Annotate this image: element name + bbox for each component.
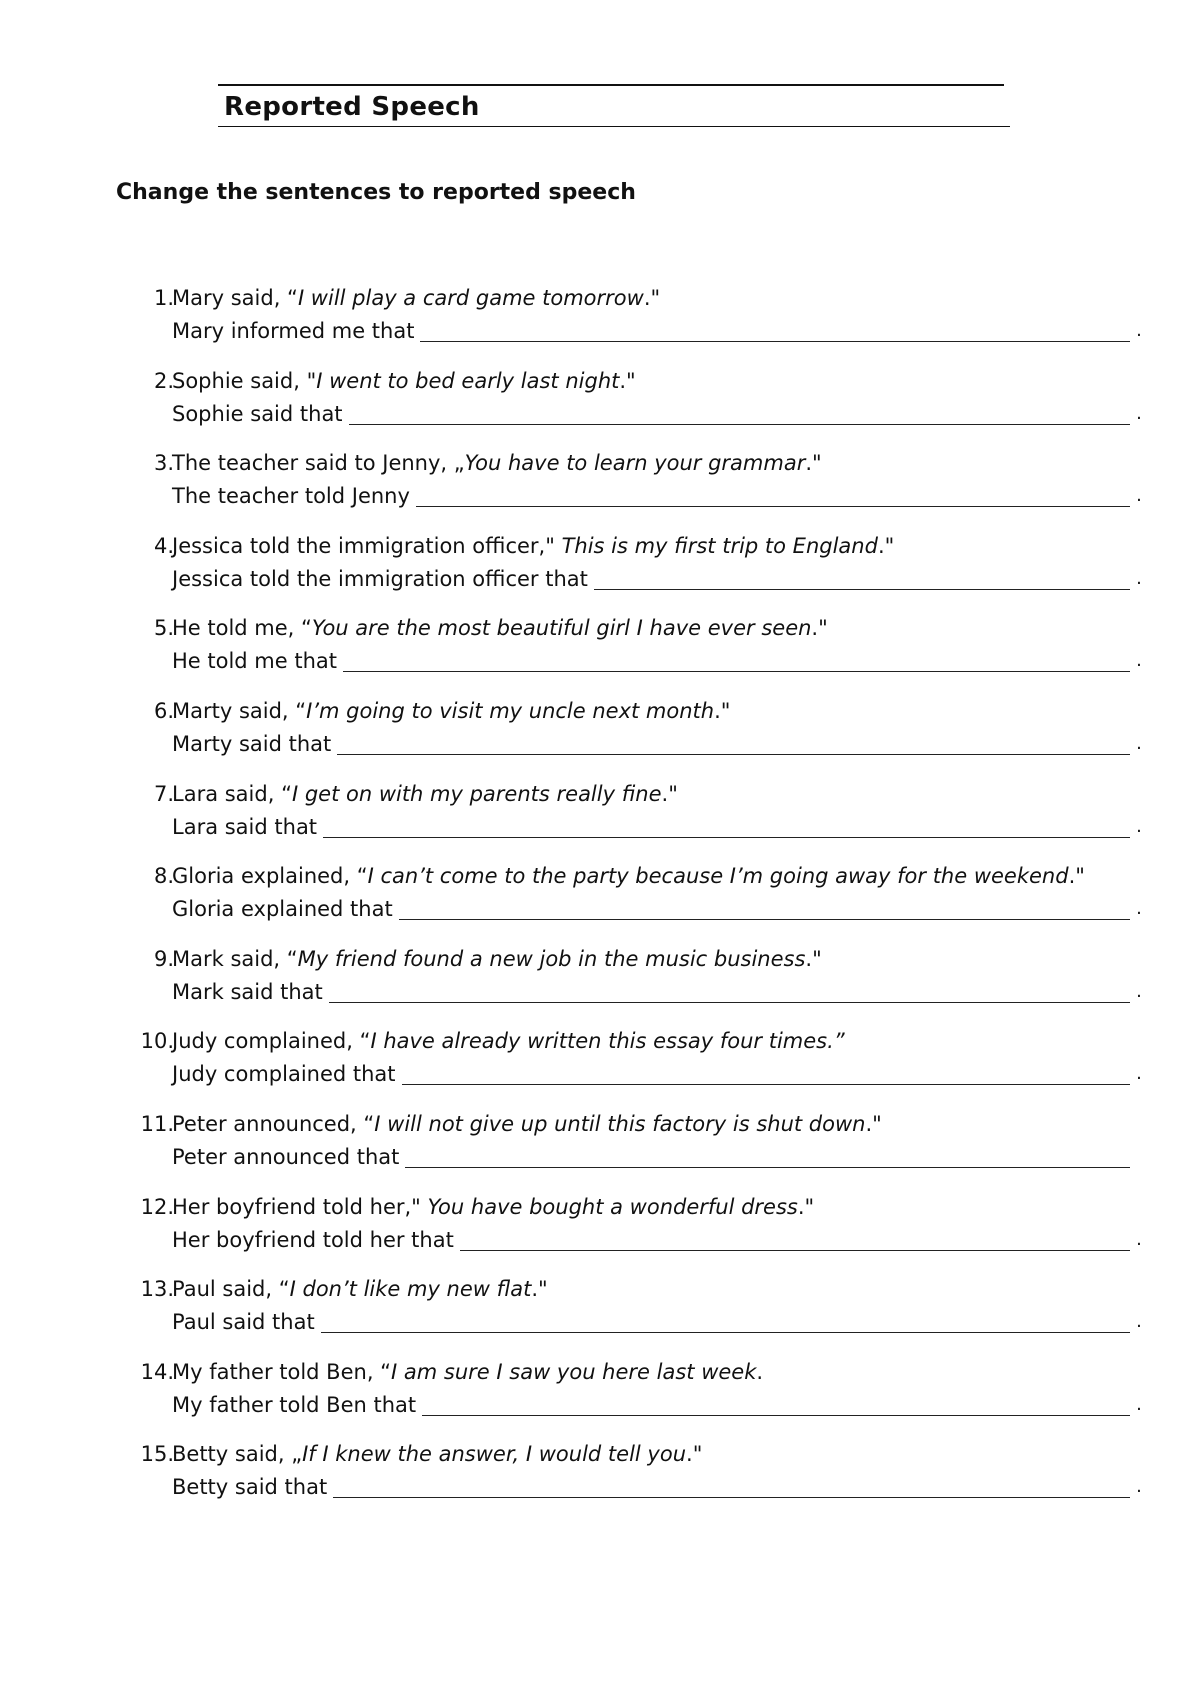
exercise-prompt xyxy=(172,1026,845,1056)
prompt-close: ." xyxy=(686,1442,703,1467)
exercise-prompt xyxy=(172,613,828,643)
exercise-number: 3. xyxy=(153,451,174,476)
answer-line xyxy=(172,399,1148,429)
prompt-close: ." xyxy=(811,616,828,641)
prompt-intro: The teacher said to Jenny, „ xyxy=(172,451,465,476)
exercise-item xyxy=(118,861,1148,944)
prompt-close: ." xyxy=(661,781,678,806)
prompt-quote: I don’t like my new flat xyxy=(289,1277,532,1302)
prompt-quote: I am sure I saw you here last week xyxy=(391,1359,757,1384)
answer-end: . xyxy=(1136,1228,1142,1250)
answer-end: . xyxy=(1136,485,1142,507)
answer-line xyxy=(172,729,1148,759)
prompt-quote: I have already written this essay four times.” xyxy=(370,1029,845,1054)
prompt-close: ." xyxy=(619,368,636,393)
prompt-quote: I went to bed early last night xyxy=(316,368,620,393)
exercise-item xyxy=(118,1357,1148,1440)
answer-stem: Gloria explained that xyxy=(172,897,393,922)
answer-stem: Mary informed me that xyxy=(172,319,415,343)
exercise-item xyxy=(118,283,1148,366)
answer-stem: Paul said that xyxy=(172,1310,315,1335)
exercise-prompt xyxy=(172,1109,882,1139)
exercise-number: 7. xyxy=(153,781,174,806)
title-bottom-rule xyxy=(218,126,1010,127)
exercise-item xyxy=(118,1109,1148,1192)
prompt-intro: Sophie said, " xyxy=(172,368,317,393)
prompt-intro: Lara said, “ xyxy=(172,781,292,806)
prompt-close: ." xyxy=(877,533,895,558)
exercise-item xyxy=(118,448,1148,531)
exercise-list xyxy=(118,283,1148,1522)
exercise-prompt xyxy=(172,448,822,478)
answer-blank[interactable] xyxy=(422,1393,1130,1416)
answer-stem: Mark said that xyxy=(172,979,323,1004)
prompt-close: ." xyxy=(714,698,731,723)
exercise-number: 6. xyxy=(153,698,174,723)
exercise-item xyxy=(118,1274,1148,1357)
answer-blank[interactable] xyxy=(329,980,1130,1003)
prompt-close: . xyxy=(756,1359,764,1384)
prompt-intro: Her boyfriend told her," xyxy=(172,1194,428,1219)
answer-stem: Peter announced that xyxy=(172,1144,400,1169)
answer-line xyxy=(172,1472,1148,1502)
exercise-prompt xyxy=(172,1357,763,1387)
exercise-item xyxy=(118,366,1148,449)
exercise-number: 9. xyxy=(153,946,174,971)
answer-line xyxy=(172,894,1148,924)
answer-end: . xyxy=(1136,980,1142,1002)
title-top-rule xyxy=(218,84,1004,86)
answer-blank[interactable] xyxy=(402,1062,1130,1085)
answer-end: . xyxy=(1136,320,1142,341)
exercise-prompt xyxy=(172,944,822,974)
answer-blank[interactable] xyxy=(460,1228,1130,1251)
exercise-prompt xyxy=(172,779,678,809)
prompt-quote: I will play a card game tomorrow xyxy=(297,286,644,310)
answer-blank[interactable] xyxy=(420,319,1130,342)
exercise-prompt xyxy=(172,1274,548,1304)
exercise-item xyxy=(118,1026,1148,1109)
answer-stem: Marty said that xyxy=(172,731,332,756)
answer-line xyxy=(172,812,1148,842)
answer-blank[interactable] xyxy=(399,897,1130,920)
answer-blank[interactable] xyxy=(416,484,1130,507)
answer-end: . xyxy=(1136,898,1142,920)
answer-end: . xyxy=(1136,1311,1142,1333)
answer-line xyxy=(172,564,1148,594)
answer-end: . xyxy=(1136,402,1142,424)
answer-end: . xyxy=(1136,1393,1142,1415)
exercise-prompt xyxy=(172,1439,702,1469)
exercise-number: 4. xyxy=(153,533,174,558)
prompt-intro: Mark said, “ xyxy=(172,946,298,971)
answer-line xyxy=(172,1142,1148,1172)
exercise-number: 10. xyxy=(140,1029,174,1054)
answer-blank[interactable] xyxy=(349,402,1130,425)
prompt-intro: Jessica told the immigration officer," xyxy=(172,533,562,558)
answer-line xyxy=(172,1059,1148,1089)
answer-stem: Judy complained that xyxy=(172,1062,396,1087)
answer-stem: Betty said that xyxy=(172,1475,328,1500)
answer-end: . xyxy=(1136,1476,1142,1498)
prompt-intro: My father told Ben, “ xyxy=(172,1359,392,1384)
answer-line xyxy=(172,316,1148,346)
prompt-intro: Peter announced, “ xyxy=(172,1111,375,1136)
answer-line xyxy=(172,646,1148,676)
exercise-number: 2. xyxy=(153,368,174,393)
prompt-quote: I get on with my parents really fine xyxy=(291,781,662,806)
exercise-item xyxy=(118,531,1148,614)
exercise-item xyxy=(118,613,1148,696)
answer-line xyxy=(172,1390,1148,1420)
answer-blank[interactable] xyxy=(321,1310,1130,1333)
answer-stem: He told me that xyxy=(172,649,338,674)
answer-end: . xyxy=(1136,1063,1142,1085)
answer-blank[interactable] xyxy=(343,649,1130,672)
answer-line xyxy=(172,977,1148,1007)
prompt-intro: He told me, “ xyxy=(172,616,312,641)
prompt-intro: Mary said, “ xyxy=(172,286,298,310)
exercise-prompt xyxy=(172,283,660,313)
answer-stem: My father told Ben that xyxy=(172,1392,417,1417)
exercise-item xyxy=(118,1439,1148,1522)
exercise-prompt xyxy=(172,696,730,726)
answer-blank[interactable] xyxy=(337,732,1130,755)
prompt-close: ." xyxy=(805,946,822,971)
answer-blank[interactable] xyxy=(323,815,1130,838)
exercise-prompt xyxy=(172,1192,814,1222)
exercise-number: 1. xyxy=(153,286,174,310)
answer-stem: Lara said that xyxy=(172,814,318,839)
exercise-number: 13. xyxy=(140,1277,174,1302)
prompt-close: ." xyxy=(797,1194,815,1219)
exercise-number: 5. xyxy=(153,616,174,641)
prompt-close: ." xyxy=(1068,864,1085,889)
prompt-quote: This is my first trip to England xyxy=(561,533,878,558)
prompt-close: ." xyxy=(643,286,661,310)
exercise-item xyxy=(118,779,1148,862)
answer-end: . xyxy=(1136,732,1142,754)
prompt-quote: You have to learn your grammar xyxy=(464,451,806,476)
prompt-quote: If I knew the answer, I would tell you xyxy=(302,1442,687,1467)
answer-stem: The teacher told Jenny xyxy=(172,484,410,509)
answer-stem: Jessica told the immigration officer that xyxy=(172,566,588,591)
exercise-prompt xyxy=(172,861,1085,891)
exercise-number: 8. xyxy=(153,864,174,889)
answer-end: . xyxy=(1136,815,1142,837)
exercise-prompt xyxy=(172,531,894,561)
answer-blank[interactable] xyxy=(594,567,1130,590)
prompt-quote: I can’t come to the party because I’m going away for the weekend xyxy=(367,864,1069,889)
prompt-quote: You have bought a wonderful dress xyxy=(427,1194,798,1219)
answer-stem: Sophie said that xyxy=(172,401,343,426)
prompt-close: ." xyxy=(865,1111,882,1136)
exercise-item xyxy=(118,944,1148,1027)
answer-line xyxy=(172,1307,1148,1337)
prompt-intro: Betty said, „ xyxy=(172,1442,303,1467)
exercise-number: 11. xyxy=(140,1111,174,1136)
page-title: Reported Speech xyxy=(224,92,480,122)
prompt-quote: I will not give up until this factory is shut down xyxy=(374,1111,866,1136)
answer-end: . xyxy=(1136,650,1142,672)
exercise-number: 12. xyxy=(140,1194,174,1219)
answer-stem: Her boyfriend told her that xyxy=(172,1227,454,1252)
answer-end: . xyxy=(1136,567,1142,589)
answer-line xyxy=(172,1225,1148,1255)
answer-blank[interactable] xyxy=(405,1145,1130,1168)
exercise-item xyxy=(118,1192,1148,1275)
prompt-intro: Paul said, “ xyxy=(172,1277,290,1302)
prompt-intro: Marty said, “ xyxy=(172,698,307,723)
prompt-close: ." xyxy=(805,451,822,476)
prompt-intro: Judy complained, “ xyxy=(172,1029,371,1054)
answer-blank[interactable] xyxy=(333,1475,1130,1498)
prompt-intro: Gloria explained, “ xyxy=(172,864,368,889)
exercise-prompt xyxy=(172,366,636,396)
exercise-number: 15. xyxy=(140,1442,174,1467)
exercise-number: 14. xyxy=(140,1359,174,1384)
prompt-quote: I’m going to visit my uncle next month xyxy=(306,698,715,723)
prompt-quote: You are the most beautiful girl I have ever seen xyxy=(311,616,812,641)
prompt-close: ." xyxy=(531,1277,548,1302)
answer-line xyxy=(172,481,1148,511)
exercise-item xyxy=(118,696,1148,779)
prompt-quote: My friend found a new job in the music business xyxy=(297,946,806,971)
instruction-heading: Change the sentences to reported speech xyxy=(116,180,636,205)
